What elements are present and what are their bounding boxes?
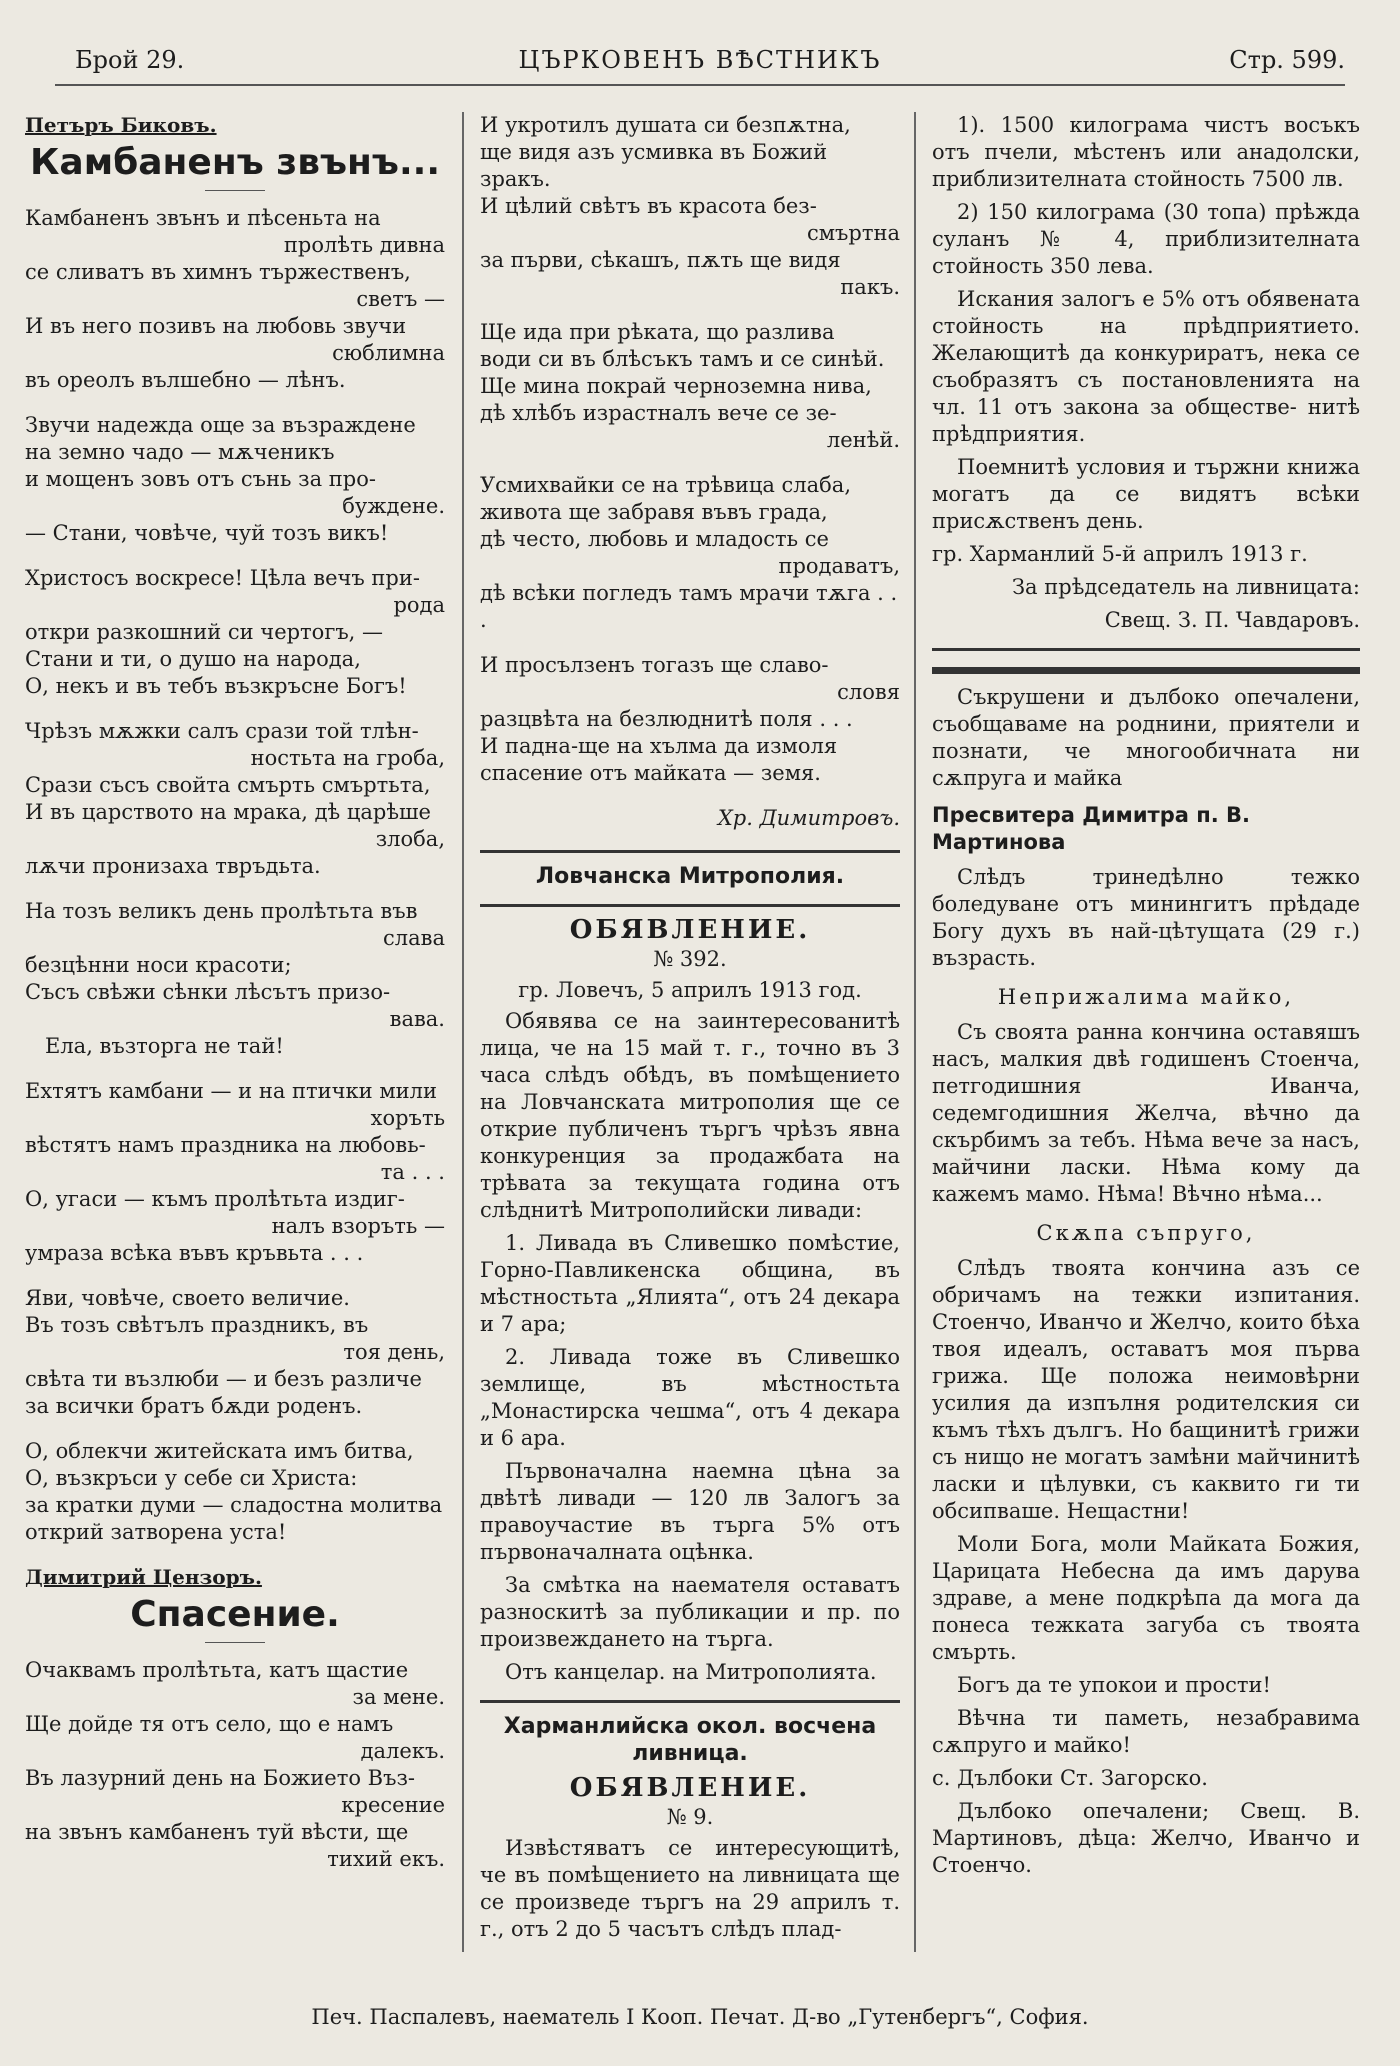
section-rule	[480, 1700, 900, 1703]
obituary-text: Слѣдъ тринедѣлно тежко боледуване отъ минингитъ прѣдаде Богу духъ въ най-цѣтущата (29 г.) възрасть.	[932, 865, 1360, 970]
poem-line: сюблимна	[332, 341, 445, 365]
poem-stanza	[480, 652, 900, 787]
announcement-title: ОБЯВЛЕНИЕ.	[569, 915, 811, 945]
spouse-text: Слѣдъ твоята кончина азъ се обричамъ на тежки изпитания. Стоенчо, Иванчо и Желчо, които бѣха твоя идеалъ, оставатъ моя първа грижа. Ще положа неимовѣрни усилия да изпълня родителския си къмъ тѣхъ дългъ. Но бащинитѣ грижи съ нищо не могатъ замѣни майчинитѣ ласки и цѣлувки, съ каквито ги ти обсипваше. Нещастни!	[932, 1256, 1360, 1523]
newspaper-title: ЦЪРКОВЕНЪ ВѢСТНИКЪ	[518, 46, 882, 74]
obituary-rule	[932, 667, 1360, 674]
poem-line: продаватъ,	[778, 554, 900, 578]
poem-line: Христосъ воскресе! Цѣла вечъ при-	[25, 566, 420, 590]
blessing-line: Богъ да те упокои и прости!	[957, 1673, 1271, 1697]
poem-line: далекъ.	[360, 1739, 445, 1763]
divider	[205, 1642, 265, 1643]
poem-line: Чрѣзъ мѫжки салъ срази той тлѣн-	[25, 719, 419, 743]
printer-footer: Печ. Паспалевъ, наематель I Кооп. Печат. Д-во „Гутенбергъ“, София.	[311, 2005, 1089, 2029]
poem-line: дѣ често, любовь и младость се	[480, 527, 829, 551]
poem-line: Очаквамъ пролѣтьта, катъ щастие	[25, 1658, 409, 1682]
poem-line: свѣта ти възлюби — и безъ различе	[25, 1367, 422, 1391]
column-right	[932, 112, 1360, 1885]
poem-line: рода	[393, 593, 445, 617]
poem-line: пролѣть дивна	[283, 233, 445, 257]
poem-line: На тозъ великъ день пролѣтьта във	[25, 899, 418, 923]
auction-paragraph: Поемнитѣ условия и тържни книжа могатъ да се видятъ всѣки присѫственъ день.	[932, 455, 1360, 533]
poem-signature: Хр. Димитровъ.	[717, 806, 900, 830]
column-middle	[480, 112, 900, 1949]
poem-line: словя	[837, 680, 900, 704]
auction-item: 1). 1500 килограма чистъ восъкъ отъ пчели, мѣстенъ или анадолски, приблизителната стойность 7500 лв.	[932, 113, 1360, 191]
announcement-paragraph: Първоначална наемна цѣна за двѣтѣ ливади — 120 лв Залогъ за правоучастие въ търга 5% отъ първоначалната оцѣнка.	[480, 1459, 900, 1564]
poem-line: и мощенъ зовъ отъ сънь за про-	[25, 467, 376, 491]
poem-line: Яви, човѣче, своето величие.	[25, 1286, 350, 1310]
auction-paragraph: Искания залогъ е 5% отъ обявената стойность на прѣдприятието. Желающитѣ да конкуриратъ, нека се съобразятъ съ постановленията на чл. 11 отъ закона за обществе- нитѣ прѣдприятия.	[932, 287, 1360, 446]
poem-line: дѣ всѣки погледъ тамъ мрачи тѫга . . .	[480, 581, 898, 632]
poem-line: ностьта на гроба,	[250, 746, 445, 770]
poem-line: та . . .	[380, 1160, 445, 1184]
section-rule	[480, 850, 900, 853]
poem-author: Димитрий Цензоръ.	[25, 1565, 262, 1589]
poem-line: буждене.	[342, 494, 445, 518]
chair-name: Свещ. З. П. Чавдаровъ.	[1104, 608, 1360, 632]
announcement-number: № 392.	[653, 947, 727, 971]
poem-line: вава.	[389, 1007, 445, 1031]
poem-line: И просълзенъ тогазъ ще славо-	[480, 653, 829, 677]
poem-line: за първи, сѣкашъ, пѫть ще видя	[480, 248, 841, 272]
poem-line: налъ взоръть —	[271, 1214, 445, 1238]
blessing-line: Вѣчна ти паметь, незабравима сѫпруго и майко!	[932, 1706, 1360, 1757]
issue-number: Брой 29.	[75, 46, 185, 74]
poem-line: Въ лазурний день на Божието Въз-	[25, 1766, 415, 1790]
section-heading: Ловчанска Митрополия.	[535, 864, 845, 889]
poem-line: И падна-ще на хълма да измоля	[480, 734, 838, 758]
poem-line: живота ще забравя въвъ града,	[480, 500, 828, 524]
poem-stanza	[25, 1078, 445, 1267]
poem-line: И укротилъ душата си безпѫтна,	[480, 113, 851, 137]
poem-line: И въ царството на мрака, дѣ царѣше	[25, 800, 431, 824]
poem-line: на земно чадо — мѫченикъ	[25, 440, 335, 464]
poem-line: безцѣнни носи красоти;	[25, 953, 292, 977]
poem-line: ще видя азъ усмивка въ Божий зракъ.	[480, 140, 828, 191]
poem-line: О, възкръси у себе си Христа:	[25, 1466, 358, 1490]
column-divider	[914, 112, 916, 1952]
poem-stanza	[25, 565, 445, 700]
poem-stanza	[480, 472, 900, 634]
poem-line: Съсъ свѣжи сѣнки лѣсътъ призо-	[25, 980, 391, 1004]
poem-stanza	[25, 1657, 445, 1873]
poem-stanza	[25, 205, 445, 394]
poem-line: Стани и ти, о душо на народа,	[25, 647, 361, 671]
poem-line: Ще мина покрай черноземна нива,	[480, 374, 872, 398]
poem-line: на звънъ камбаненъ туй вѣсти, ще	[25, 1820, 409, 1844]
poem-line: хоръть	[370, 1106, 445, 1130]
poem-title: Спасение.	[130, 1594, 340, 1635]
announcement-paragraph: За смѣтка на наемателя оставатъ разноскитѣ за публикации и пр. по произвеждането на търга.	[480, 1573, 900, 1651]
poem-line: води си въ блѣсъкъ тамъ и се синѣй.	[480, 347, 885, 371]
prayer-text: Моли Бога, моли Майката Божия, Царицата Небесна да имъ дарува здраве, а мене подкрѣпа да мога да понеса тежката загуба съ твоята смърть.	[932, 1532, 1360, 1664]
poem-line: ленѣй.	[826, 428, 900, 452]
section-rule	[932, 648, 1360, 651]
column-divider	[462, 112, 464, 1952]
chair-label: За прѣдседатель на ливницата:	[1011, 575, 1360, 599]
poem-line: — Стани, човѣче, чуй тозъ викъ!	[25, 521, 389, 545]
poem-line: за всички братъ бѫди роденъ.	[25, 1394, 363, 1418]
mother-text: Съ своята ранна кончина оставяшъ насъ, малкия двѣ годишенъ Стоенча, петгодишния Иванча, седемгодишния Желча, вѣчно да скърбимъ за тебъ. Нѣма вече за насъ, майчини ласки. Нѣма кому да кажемъ мамо. Нѣма! Вѣчно нѣма...	[932, 1020, 1360, 1206]
obituary-intro: Съкрушени и дълбоко опечалени, съобщаваме на роднини, приятели и познати, че многообичната ни сѫпруга и майка	[932, 685, 1360, 790]
village-line: с. Дълбоки Ст. Загорско.	[932, 1766, 1208, 1790]
poem-line: О, некъ и въ тебъ възкръсне Богъ!	[25, 674, 407, 698]
poem-stanza	[480, 112, 900, 301]
poem-stanza	[25, 1285, 445, 1420]
poem-line: въ ореолъ вълшебно — лѣнъ.	[25, 368, 346, 392]
deceased-name: Пресвитера Димитра п. В. Мартинова	[932, 803, 1250, 854]
poem-line: злоба,	[375, 827, 445, 851]
masthead	[55, 40, 1345, 86]
poem-line: Въ тозъ свѣтълъ праздникъ, въ	[25, 1313, 369, 1337]
poem-line: И цѣлий свѣтъ въ красота без-	[480, 194, 817, 218]
announcement-paragraph: Обявява се на заинтересованитѣ лица, че на 15 май т. г., точно въ 3 часа слѣдъ обѣдъ, въ помѣщението на Ловчанската митрополия ще се открие публиченъ търгъ чрѣзъ явна конкуренция за продажбата на трѣвата за текущата година отъ слѣднитѣ Митрополийски ливади:	[480, 1009, 900, 1222]
poem-line: лѫчи пронизаха твръдьта.	[25, 854, 321, 878]
announcement-paragraph: 2. Ливада тоже въ Сливешко землище, въ мѣстностьта „Монастирска чешма“, отъ 4 декара и 6 ара.	[480, 1345, 900, 1450]
poem-line: вѣстятъ намъ праздника на любовь-	[25, 1133, 426, 1157]
section-rule	[480, 904, 900, 907]
poem-line: Ще дойде тя отъ село, що е намъ	[25, 1712, 394, 1736]
poem-stanza	[25, 1438, 445, 1546]
poem-line: умраза всѣка въвъ кръвьта . . .	[25, 1241, 364, 1265]
auction-place-date: гр. Харманлий 5-й априлъ 1913 г.	[932, 542, 1308, 566]
announcement-paragraph: Извѣстяватъ се интересующитѣ, че въ помѣщението на ливницата ще се произведе търгъ на 29 априлъ т. г., отъ 2 до 5 часътъ слѣдъ плад-	[480, 1836, 900, 1941]
poem-stanza	[25, 718, 445, 880]
poem-line: Камбаненъ звънъ и пѣсеньта на	[25, 206, 381, 230]
poem-line: Звучи надежда още за възраждене	[25, 413, 416, 437]
page-number: Стр. 599.	[1229, 46, 1345, 74]
announcement-paragraph: Отъ канцелар. на Митрополията.	[505, 1660, 877, 1684]
poem-line: Ехтятъ камбани — и на птички мили	[25, 1079, 438, 1103]
poem-line: откри разкошний си чертогъ, —	[25, 620, 384, 644]
announcement-number: № 9.	[666, 1805, 714, 1829]
announcement-place-date: гр. Ловечъ, 5 априлъ 1913 год.	[518, 978, 862, 1002]
poem-line: светъ —	[356, 287, 445, 311]
poem-line: за мене.	[352, 1685, 445, 1709]
poem-line: спасение отъ майката — земя.	[480, 761, 821, 785]
poem-stanza	[25, 412, 445, 547]
column-poems	[25, 112, 445, 1891]
poem-line: тоя день,	[343, 1340, 445, 1364]
mourners-line: Дълбоко опечалени; Свещ. В. Мартиновъ, дѣца: Желчо, Иванчо и Стоенчо.	[932, 1799, 1360, 1877]
poem-line: слава	[383, 926, 445, 950]
poem-line: пакъ.	[840, 275, 900, 299]
poem-line: смъртна	[806, 221, 900, 245]
divider	[205, 190, 265, 191]
announcement-title: ОБЯВЛЕНИЕ.	[569, 1773, 811, 1803]
poem-author: Петъръ Биковъ.	[25, 113, 217, 137]
poem-line: О, угаси — къмъ пролѣтьта издиг-	[25, 1187, 405, 1211]
poem-stanza	[480, 319, 900, 454]
poem-title: Камбаненъ звънъ...	[29, 142, 441, 183]
announcement-paragraph: 1. Ливада въ Сливешко помѣстие, Горно-Павликенска община, въ мѣстностьта „Ялията“, отъ 24 декара и 7 ара;	[480, 1231, 900, 1336]
poem-stanza	[25, 898, 445, 1060]
poem-line: за кратки думи — сладостна молитва	[25, 1493, 443, 1517]
poem-line: Усмихвайки се на трѣвица слаба,	[480, 473, 852, 497]
mother-heading: Неприжалима майко,	[997, 985, 1295, 1009]
poem-line: тихий екъ.	[327, 1847, 445, 1871]
poem-line: открий затворена уста!	[25, 1520, 287, 1544]
poem-line: Ще ида при рѣката, що разлива	[480, 320, 835, 344]
poem-line: кресение	[341, 1793, 445, 1817]
poem-line: Ела, възторга не тай!	[45, 1034, 284, 1058]
poem-line: дѣ хлѣбъ израстналъ вече се зе-	[480, 401, 837, 425]
poem-line: Срази съсъ свойта смърть смъртьта,	[25, 773, 431, 797]
poem-line: О, облекчи житейската имъ битва,	[25, 1439, 414, 1463]
spouse-heading: Скѫпа съпруго,	[1036, 1221, 1256, 1245]
auction-item: 2) 150 килограма (30 топа) прѣжда суланъ № 4, приблизителната стойность 350 лева.	[932, 200, 1360, 278]
poem-line: разцвѣта на безлюднитѣ поля . . .	[480, 707, 853, 731]
poem-line: се сливатъ въ химнъ тържественъ,	[25, 260, 411, 284]
section-heading: Харманлийска окол. восчена ливница.	[503, 1714, 877, 1766]
poem-line: И въ него позивъ на любовь звучи	[25, 314, 407, 338]
